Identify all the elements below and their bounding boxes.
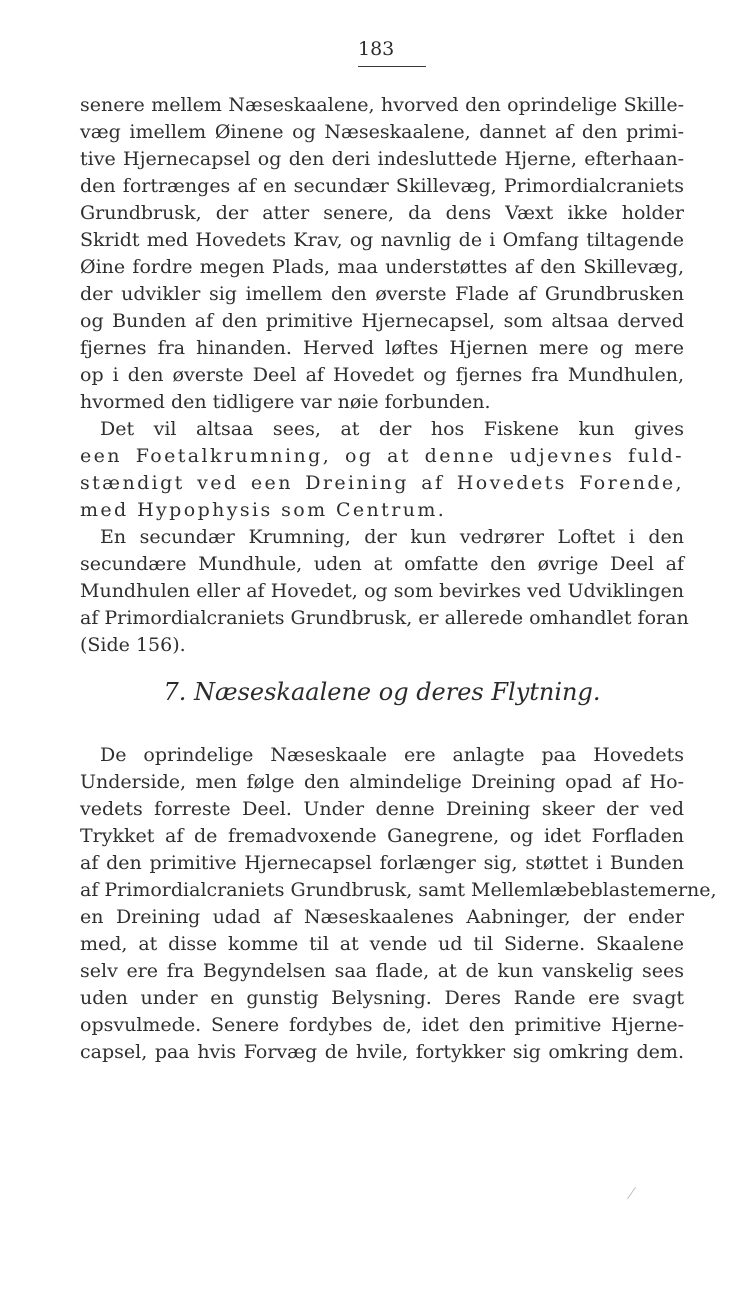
text-line: En secundær Krumning, der kun vedrører Loftet i den: [100, 526, 684, 548]
text-line: Grundbrusk, der atter senere, da dens Væxt ikke holder: [80, 202, 684, 224]
text-line: fjernes fra hinanden. Herved løftes Hjernen mere og mere: [80, 337, 684, 359]
text-line: capsel, paa hvis Forvæg de hvile, fortykker sig omkring dem.: [80, 1041, 684, 1063]
text-line: en Dreining udad af Næseskaalenes Aabninger, der ender: [80, 906, 684, 928]
text-line: vedets forreste Deel. Under denne Dreining skeer der ved: [80, 798, 684, 820]
text-line: (Side 156).: [80, 634, 186, 656]
text-line: selv ere fra Begyndelsen saa flade, at de kun vanskelig sees: [80, 960, 684, 982]
text-line: med Hypophysis som Centrum.: [80, 499, 447, 521]
text-line: hvormed den tidligere var nøie forbunden.: [80, 391, 491, 413]
text-line: den fortrænges af en secundær Skillevæg, Primordialcraniets: [80, 175, 684, 197]
text-line: Det vil altsaa sees, at der hos Fiskene kun gives: [100, 418, 684, 440]
text-line: opsvulmede. Senere fordybes de, idet den primitive Hjerne-: [80, 1014, 684, 1036]
text-line: der udvikler sig imellem den øverste Flade af Grundbrusken: [80, 283, 684, 305]
text-line: og Bunden af den primitive Hjernecapsel, som altsaa derved: [80, 310, 684, 332]
text-line: Skridt med Hovedets Krav, og navnlig de i Omfang tiltagende: [80, 229, 684, 251]
text-line: een Foetalkrumning, og at denne udjevnes fuld-: [80, 445, 684, 467]
text-line: af den primitive Hjernecapsel forlænger sig, støttet i Bunden: [80, 852, 684, 874]
text-line: Underside, men følge den almindelige Dreining opad af Ho-: [80, 771, 684, 793]
text-line: Trykket af de fremadvoxende Ganegrene, og idet Forfladen: [80, 825, 684, 847]
text-line: secundære Mundhule, uden at omfatte den øvrige Deel af: [80, 553, 684, 575]
section-heading: 7. Næseskaalene og deres Flytning.: [163, 678, 601, 706]
text-line: Mundhulen eller af Hovedet, og som bevirkes ved Udviklingen: [80, 580, 684, 602]
text-line: væg imellem Øinene og Næseskaalene, dannet af den primi-: [80, 121, 684, 143]
text-line: Øine fordre megen Plads, maa understøttes af den Skillevæg,: [80, 256, 684, 278]
text-line: senere mellem Næseskaalene, hvorved den oprindelige Skille-: [80, 94, 684, 116]
text-line: uden under en gunstig Belysning. Deres Rande ere svagt: [80, 987, 684, 1009]
text-line: af Primordialcraniets Grundbrusk, er allerede omhandlet foran: [80, 607, 689, 629]
text-line: med, at disse komme til at vende ud til Siderne. Skaalene: [80, 933, 684, 955]
page-number: 183: [358, 38, 395, 60]
text-line: tive Hjernecapsel og den deri indesluttede Hjerne, efterhaan-: [80, 148, 684, 170]
text-line: op i den øverste Deel af Hovedet og fjernes fra Mundhulen,: [80, 364, 684, 386]
text-line: stændigt ved een Dreining af Hovedets Forende,: [80, 472, 684, 494]
text-line: De oprindelige Næseskaale ere anlagte paa Hovedets: [100, 744, 684, 766]
text-line: af Primordialcraniets Grundbrusk, samt Mellemlæbeblastemerne,: [80, 879, 717, 901]
